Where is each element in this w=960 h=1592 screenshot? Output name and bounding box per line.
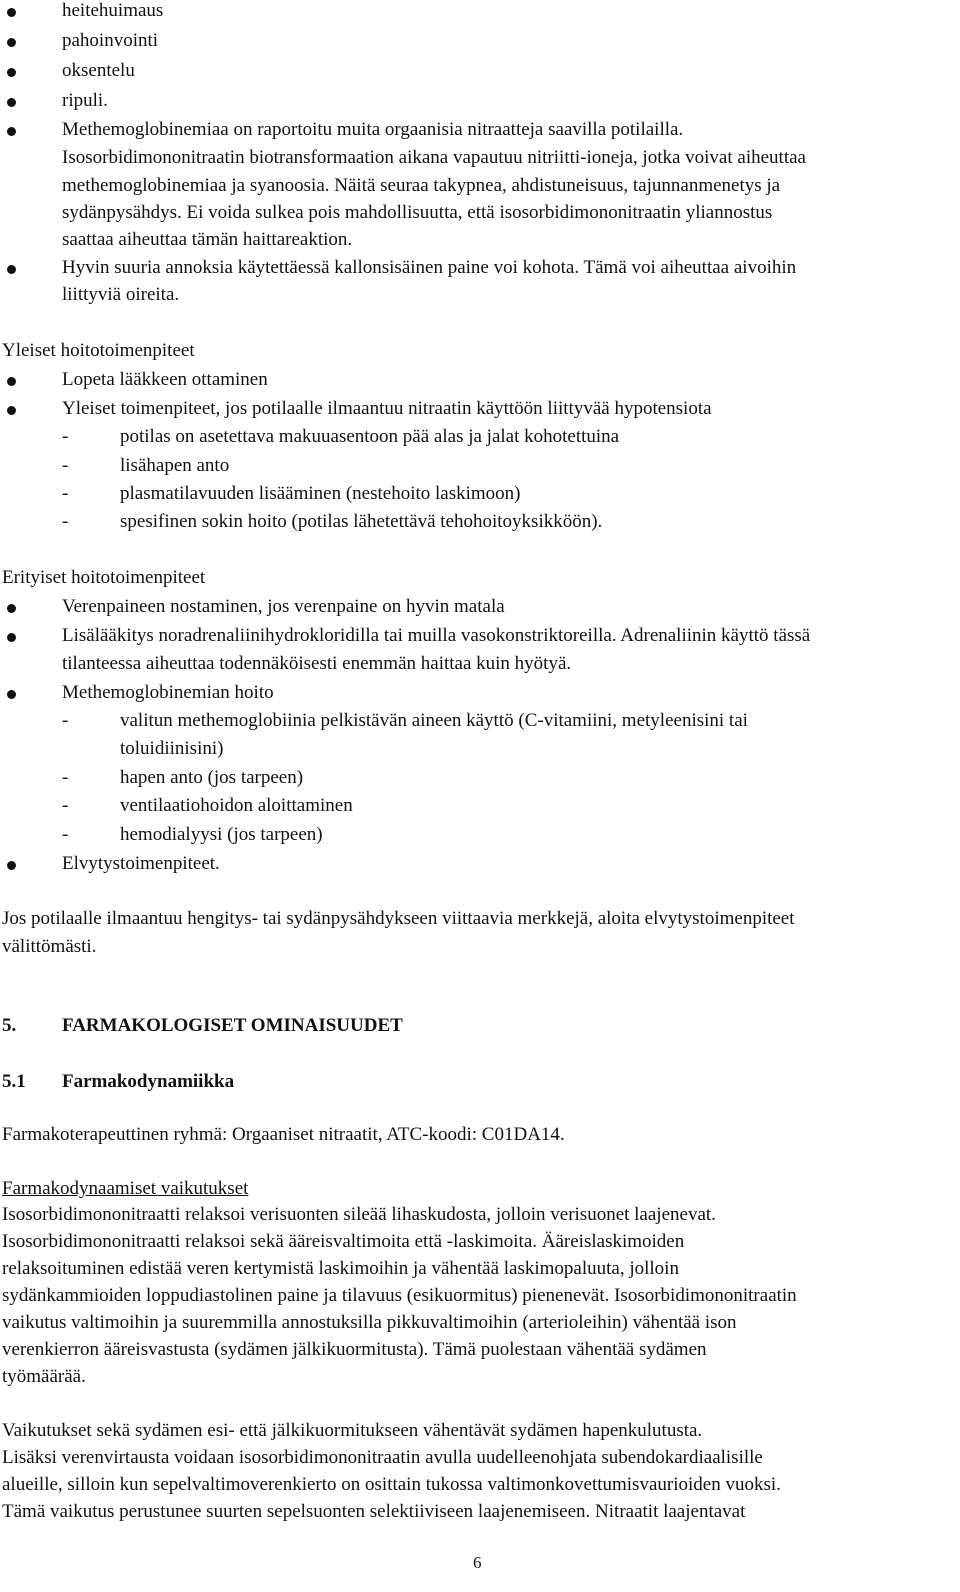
bullet-icon: [7, 406, 16, 415]
list-item-continuation: methemoglobinemiaa ja syanoosia. Näitä seuraa takypnea, ahdistuneisuus, tajunnanmenetys ja: [62, 175, 781, 196]
list-item: Yleiset toimenpiteet, jos potilaalle ilmaantuu nitraatin käyttöön liittyvää hypotensiota: [62, 398, 712, 419]
dash-marker: -: [62, 511, 69, 532]
paragraph-line: vaikutus valtimoihin ja suuremmilla annostuksilla pikkuvaltimoihin (arterioleihin) vähentää ison: [2, 1312, 737, 1333]
sub-list-item: spesifinen sokin hoito (potilas lähetettävä tehohoitoyksikköön).: [120, 511, 603, 532]
section-number: 5.: [2, 1015, 17, 1036]
paragraph-line: verenkierron ääreisvastusta (sydämen jälkikuormitusta). Tämä puolestaan vähentää sydämen: [2, 1339, 707, 1360]
subsection-title: Farmakodynamiikka: [62, 1071, 235, 1092]
bullet-icon: [7, 127, 16, 136]
bullet-icon: [7, 377, 16, 386]
sub-list-item: lisähapen anto: [120, 455, 230, 476]
paragraph-line: Isosorbidimononitraatti relaksoi verisuonten sileää lihaskudosta, jolloin verisuonet laajenevat.: [2, 1204, 716, 1225]
list-item: ripuli.: [62, 90, 108, 111]
list-item-continuation: saattaa aiheuttaa tämän haittareaktion.: [62, 229, 353, 250]
paragraph-line: Vaikutukset sekä sydämen esi- että jälkikuormitukseen vähentävät sydämen hapenkulutusta.: [2, 1420, 703, 1441]
dash-marker: -: [62, 426, 69, 447]
list-item: Elvytystoimenpiteet.: [62, 853, 220, 874]
section-heading: Yleiset hoitotoimenpiteet: [2, 340, 195, 361]
sub-list-item: hapen anto (jos tarpeen): [120, 767, 304, 788]
paragraph-line: Lisäksi verenvirtausta voidaan isosorbidimononitraatin avulla uudelleenohjata subendokardiaalisille: [2, 1447, 763, 1468]
paragraph-line: sydänkammioiden loppudiastolinen paine ja tilavuus (esikuormitus) pienenevät. Isosorbidimononitraatin: [2, 1285, 797, 1306]
dash-marker: -: [62, 824, 69, 845]
sub-list-item: potilas on asetettava makuuasentoon pää alas ja jalat kohotettuina: [120, 426, 620, 447]
paragraph-line: relaksoituminen edistää veren kertymistä laskimoihin ja vähentää laskimopaluuta, jolloin: [2, 1258, 679, 1279]
bullet-icon: [7, 38, 16, 47]
list-item: Hyvin suuria annoksia käytettäessä kallonsisäinen paine voi kohota. Tämä voi aiheuttaa aivoihin: [62, 257, 797, 278]
paragraph-line: alueille, silloin kun sepelvaltimoverenkierto on osittain tukossa valtimonkovettumisvaurioiden vuoksi.: [2, 1474, 781, 1495]
bullet-icon: [7, 690, 16, 699]
dash-marker: -: [62, 483, 69, 504]
list-item: pahoinvointi: [62, 30, 159, 51]
bullet-icon: [7, 633, 16, 642]
list-item: Methemoglobinemiaa on raportoitu muita orgaanisia nitraatteja saavilla potilailla.: [62, 119, 684, 140]
bullet-icon: [7, 265, 16, 274]
section-title: FARMAKOLOGISET OMINAISUUDET: [62, 1015, 403, 1036]
dash-marker: -: [62, 455, 69, 476]
sub-list-item: plasmatilavuuden lisääminen (nestehoito laskimoon): [120, 483, 521, 504]
subheading-underlined: Farmakodynaamiset vaikutukset: [2, 1178, 249, 1199]
paragraph-line: Tämä vaikutus perustunee suurten sepelsuonten selektiiviseen laajenemiseen. Nitraatit laajentavat: [2, 1501, 746, 1522]
section-heading: Erityiset hoitotoimenpiteet: [2, 567, 206, 588]
page-number: 6: [473, 1553, 482, 1572]
bullet-icon: [7, 604, 16, 613]
bullet-icon: [7, 68, 16, 77]
bullet-icon: [7, 8, 16, 17]
list-item: Lisälääkitys noradrenaliinihydrokloridilla tai muilla vasokonstriktoreilla. Adrenaliinin käyttö tässä: [62, 625, 811, 646]
list-item: Methemoglobinemian hoito: [62, 682, 274, 703]
bullet-icon: [7, 861, 16, 870]
bullet-icon: [7, 98, 16, 107]
sub-list-item: hemodialyysi (jos tarpeen): [120, 824, 323, 845]
list-item-continuation: sydänpysähdys. Ei voida sulkea pois mahdollisuutta, että isosorbidimononitraatin yliannostus: [62, 202, 773, 223]
sub-list-item-continuation: toluidiinisini): [120, 738, 224, 759]
sub-list-item: ventilaatiohoidon aloittaminen: [120, 795, 353, 816]
list-item-continuation: tilanteessa aiheuttaa todennäköisesti enemmän haittaa kuin hyötyä.: [62, 653, 572, 674]
list-item-continuation: Isosorbidimononitraatin biotransformaation aikana vapautuu nitriitti-ioneja, jotka voivat aiheuttaa: [62, 147, 806, 168]
list-item: oksentelu: [62, 60, 135, 81]
list-item-continuation: liittyviä oireita.: [62, 284, 180, 305]
paragraph-line: Jos potilaalle ilmaantuu hengitys- tai sydänpysähdykseen viittaavia merkkejä, aloita elvytystoimenpiteet: [2, 908, 795, 929]
pharmacotherapeutic-group: Farmakoterapeuttinen ryhmä: Orgaaniset nitraatit, ATC-koodi: C01DA14.: [2, 1124, 565, 1145]
paragraph-line: välittömästi.: [2, 936, 97, 957]
dash-marker: -: [62, 767, 69, 788]
sub-list-item: valitun methemoglobiinia pelkistävän aineen käyttö (C-vitamiini, metyleenisini tai: [120, 710, 748, 731]
dash-marker: -: [62, 795, 69, 816]
paragraph-line: työmäärää.: [2, 1366, 86, 1387]
list-item: Verenpaineen nostaminen, jos verenpaine on hyvin matala: [62, 596, 505, 617]
list-item: Lopeta lääkkeen ottaminen: [62, 369, 268, 390]
dash-marker: -: [62, 710, 69, 731]
list-item: heitehuimaus: [62, 0, 164, 21]
paragraph-line: Isosorbidimononitraatti relaksoi sekä ääreisvaltimoita että -laskimoita. Ääreislaskimoiden: [2, 1231, 685, 1252]
subsection-number: 5.1: [2, 1071, 26, 1092]
